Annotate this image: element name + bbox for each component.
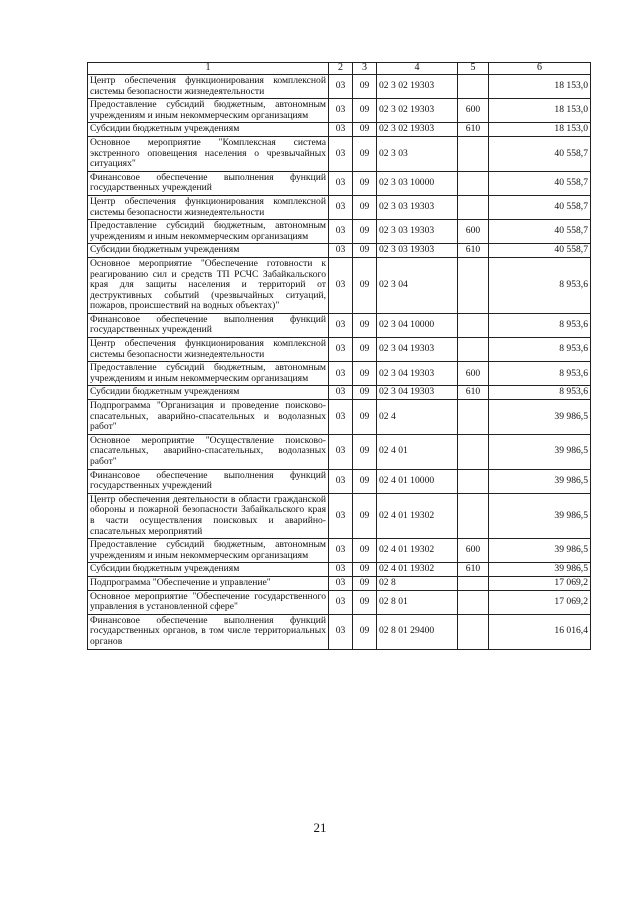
row-expense-type-cell: 610 [458, 244, 489, 258]
row-target-article-cell: 02 8 01 29400 [377, 614, 458, 649]
row-name-cell: Субсидии бюджетным учреждениям [88, 563, 329, 577]
row-subsection-cell: 09 [353, 313, 377, 337]
row-name-cell: Субсидии бюджетным учреждениям [88, 123, 329, 137]
row-name-cell: Основное мероприятие "Обеспечение государственного управления в установленной сфере" [88, 590, 329, 614]
row-section-cell: 03 [329, 386, 353, 400]
table-row [88, 614, 591, 649]
row-amount-cell: 40 558,7 [489, 171, 591, 195]
table-row [88, 493, 591, 538]
row-name-cell: Центр обеспечения функционирования комплексной системы безопасности жизнедеятельности [88, 75, 329, 99]
row-target-article-cell: 02 4 01 19302 [377, 539, 458, 563]
row-target-article-cell: 02 3 04 10000 [377, 313, 458, 337]
row-amount-cell: 8 953,6 [489, 313, 591, 337]
row-name-cell: Предоставление субсидий бюджетным, автономным учреждениям и иным некоммерческим организациям [88, 362, 329, 386]
row-name-cell: Основное мероприятие "Осуществление поисково-спасательных, аварийно-спасательных, водолазных работ" [88, 434, 329, 469]
row-subsection-cell: 09 [353, 75, 377, 99]
row-target-article-cell: 02 3 03 10000 [377, 171, 458, 195]
table-row [88, 386, 591, 400]
row-target-article-cell: 02 3 04 [377, 257, 458, 313]
table-row [88, 576, 591, 590]
row-subsection-cell: 09 [353, 123, 377, 137]
table-row [88, 313, 591, 337]
row-expense-type-cell: 600 [458, 99, 489, 123]
table-row [88, 136, 591, 171]
row-subsection-cell: 09 [353, 614, 377, 649]
header-cell: 1 [88, 63, 329, 75]
row-expense-type-cell [458, 469, 489, 493]
row-section-cell: 03 [329, 469, 353, 493]
row-amount-cell: 40 558,7 [489, 195, 591, 219]
row-section-cell: 03 [329, 136, 353, 171]
row-subsection-cell: 09 [353, 576, 377, 590]
row-subsection-cell: 09 [353, 563, 377, 577]
header-cell: 5 [458, 63, 489, 75]
row-subsection-cell: 09 [353, 195, 377, 219]
row-amount-cell: 8 953,6 [489, 386, 591, 400]
table-row [88, 362, 591, 386]
header-cell: 6 [489, 63, 591, 75]
row-subsection-cell: 09 [353, 400, 377, 435]
row-subsection-cell: 09 [353, 362, 377, 386]
table-row [88, 99, 591, 123]
row-name-cell: Финансовое обеспечение выполнения функций государственных учреждений [88, 313, 329, 337]
table-row [88, 75, 591, 99]
row-subsection-cell: 09 [353, 171, 377, 195]
row-subsection-cell: 09 [353, 257, 377, 313]
row-target-article-cell: 02 8 01 [377, 590, 458, 614]
row-section-cell: 03 [329, 195, 353, 219]
row-section-cell: 03 [329, 590, 353, 614]
table-row [88, 257, 591, 313]
row-target-article-cell: 02 3 04 19303 [377, 338, 458, 362]
row-target-article-cell: 02 4 01 19302 [377, 563, 458, 577]
row-section-cell: 03 [329, 244, 353, 258]
row-amount-cell: 18 153,0 [489, 123, 591, 137]
row-name-cell: Подпрограмма "Обеспечение и управление" [88, 576, 329, 590]
row-amount-cell: 18 153,0 [489, 75, 591, 99]
row-amount-cell: 40 558,7 [489, 244, 591, 258]
budget-table [87, 62, 591, 650]
row-amount-cell: 39 986,5 [489, 563, 591, 577]
row-section-cell: 03 [329, 171, 353, 195]
row-section-cell: 03 [329, 400, 353, 435]
row-target-article-cell: 02 3 04 19303 [377, 386, 458, 400]
row-name-cell: Основное мероприятие "Обеспечение готовности к реагированию сил и средств ТП РСЧС Забайкальского края для защиты населения и территорий от деструктивных событий (чрезвычайных ситуаций, пожаров, происшествий на водных объектах)" [88, 257, 329, 313]
header-cell: 4 [377, 63, 458, 75]
table-row [88, 123, 591, 137]
row-name-cell: Центр обеспечения функционирования комплексной системы безопасности жизнедеятельности [88, 195, 329, 219]
row-section-cell: 03 [329, 362, 353, 386]
page-number: 21 [313, 820, 327, 835]
table-row [88, 590, 591, 614]
row-section-cell: 03 [329, 563, 353, 577]
row-section-cell: 03 [329, 75, 353, 99]
row-subsection-cell: 09 [353, 220, 377, 244]
row-amount-cell: 17 069,2 [489, 590, 591, 614]
row-expense-type-cell [458, 195, 489, 219]
row-expense-type-cell: 610 [458, 123, 489, 137]
row-expense-type-cell [458, 136, 489, 171]
row-subsection-cell: 09 [353, 590, 377, 614]
row-subsection-cell: 09 [353, 244, 377, 258]
row-name-cell: Предоставление субсидий бюджетным, автономным учреждениям и иным некоммерческим организациям [88, 99, 329, 123]
row-amount-cell: 40 558,7 [489, 220, 591, 244]
row-amount-cell: 17 069,2 [489, 576, 591, 590]
row-expense-type-cell [458, 590, 489, 614]
row-target-article-cell: 02 3 02 19303 [377, 99, 458, 123]
row-amount-cell: 39 986,5 [489, 434, 591, 469]
table-row [88, 220, 591, 244]
row-expense-type-cell [458, 400, 489, 435]
row-name-cell: Подпрограмма "Организация и проведение поисково-спасательных, аварийно-спасательных и водолазных работ" [88, 400, 329, 435]
row-expense-type-cell: 600 [458, 362, 489, 386]
row-expense-type-cell [458, 576, 489, 590]
row-target-article-cell: 02 4 01 [377, 434, 458, 469]
row-expense-type-cell [458, 338, 489, 362]
row-subsection-cell: 09 [353, 386, 377, 400]
row-section-cell: 03 [329, 123, 353, 137]
row-target-article-cell: 02 4 01 10000 [377, 469, 458, 493]
row-amount-cell: 8 953,6 [489, 362, 591, 386]
row-subsection-cell: 09 [353, 338, 377, 362]
row-target-article-cell: 02 3 03 19303 [377, 244, 458, 258]
row-name-cell: Финансовое обеспечение выполнения функций государственных учреждений [88, 469, 329, 493]
row-name-cell: Центр обеспечения функционирования комплексной системы безопасности жизнедеятельности [88, 338, 329, 362]
row-expense-type-cell [458, 434, 489, 469]
row-name-cell: Финансовое обеспечение выполнения функций государственных учреждений [88, 171, 329, 195]
table-header-row [88, 63, 591, 75]
row-section-cell: 03 [329, 99, 353, 123]
row-section-cell: 03 [329, 434, 353, 469]
row-expense-type-cell: 610 [458, 563, 489, 577]
table-row [88, 400, 591, 435]
table-row [88, 338, 591, 362]
table-row [88, 244, 591, 258]
row-name-cell: Центр обеспечения деятельности в области гражданской обороны и пожарной безопасности Забайкальского края в части осуществления поисковых и аварийно-спасательных мероприятий [88, 493, 329, 538]
row-amount-cell: 39 986,5 [489, 493, 591, 538]
row-expense-type-cell [458, 257, 489, 313]
row-name-cell: Предоставление субсидий бюджетным, автономным учреждениям и иным некоммерческим организациям [88, 539, 329, 563]
row-amount-cell: 39 986,5 [489, 400, 591, 435]
row-section-cell: 03 [329, 493, 353, 538]
row-section-cell: 03 [329, 257, 353, 313]
row-target-article-cell: 02 3 04 19303 [377, 362, 458, 386]
row-expense-type-cell [458, 171, 489, 195]
row-expense-type-cell: 610 [458, 386, 489, 400]
table-row [88, 195, 591, 219]
table-row [88, 539, 591, 563]
row-target-article-cell: 02 3 03 19303 [377, 195, 458, 219]
row-section-cell: 03 [329, 539, 353, 563]
row-subsection-cell: 09 [353, 493, 377, 538]
row-expense-type-cell: 600 [458, 220, 489, 244]
header-cell: 2 [329, 63, 353, 75]
table-row [88, 171, 591, 195]
row-section-cell: 03 [329, 614, 353, 649]
row-amount-cell: 39 986,5 [489, 469, 591, 493]
row-target-article-cell: 02 4 01 19302 [377, 493, 458, 538]
row-amount-cell: 8 953,6 [489, 338, 591, 362]
row-amount-cell: 16 016,4 [489, 614, 591, 649]
row-amount-cell: 39 986,5 [489, 539, 591, 563]
row-section-cell: 03 [329, 338, 353, 362]
row-name-cell: Финансовое обеспечение выполнения функций государственных органов, в том числе территориальных органов [88, 614, 329, 649]
table-row [88, 469, 591, 493]
row-name-cell: Предоставление субсидий бюджетным, автономным учреждениям и иным некоммерческим организациям [88, 220, 329, 244]
row-subsection-cell: 09 [353, 434, 377, 469]
row-target-article-cell: 02 4 [377, 400, 458, 435]
row-section-cell: 03 [329, 220, 353, 244]
row-subsection-cell: 09 [353, 539, 377, 563]
row-section-cell: 03 [329, 576, 353, 590]
row-target-article-cell: 02 3 03 19303 [377, 220, 458, 244]
table-row [88, 563, 591, 577]
row-expense-type-cell [458, 493, 489, 538]
row-target-article-cell: 02 8 [377, 576, 458, 590]
row-name-cell: Субсидии бюджетным учреждениям [88, 386, 329, 400]
row-amount-cell: 8 953,6 [489, 257, 591, 313]
row-subsection-cell: 09 [353, 136, 377, 171]
table-row [88, 434, 591, 469]
row-target-article-cell: 02 3 02 19303 [377, 75, 458, 99]
row-subsection-cell: 09 [353, 99, 377, 123]
row-expense-type-cell [458, 614, 489, 649]
row-expense-type-cell: 600 [458, 539, 489, 563]
row-target-article-cell: 02 3 03 [377, 136, 458, 171]
row-subsection-cell: 09 [353, 469, 377, 493]
row-name-cell: Субсидии бюджетным учреждениям [88, 244, 329, 258]
row-expense-type-cell [458, 313, 489, 337]
row-expense-type-cell [458, 75, 489, 99]
row-amount-cell: 40 558,7 [489, 136, 591, 171]
row-section-cell: 03 [329, 313, 353, 337]
header-cell: 3 [353, 63, 377, 75]
row-amount-cell: 18 153,0 [489, 99, 591, 123]
row-name-cell: Основное мероприятие "Комплексная система экстренного оповещения населения о чрезвычайных ситуациях" [88, 136, 329, 171]
row-target-article-cell: 02 3 02 19303 [377, 123, 458, 137]
